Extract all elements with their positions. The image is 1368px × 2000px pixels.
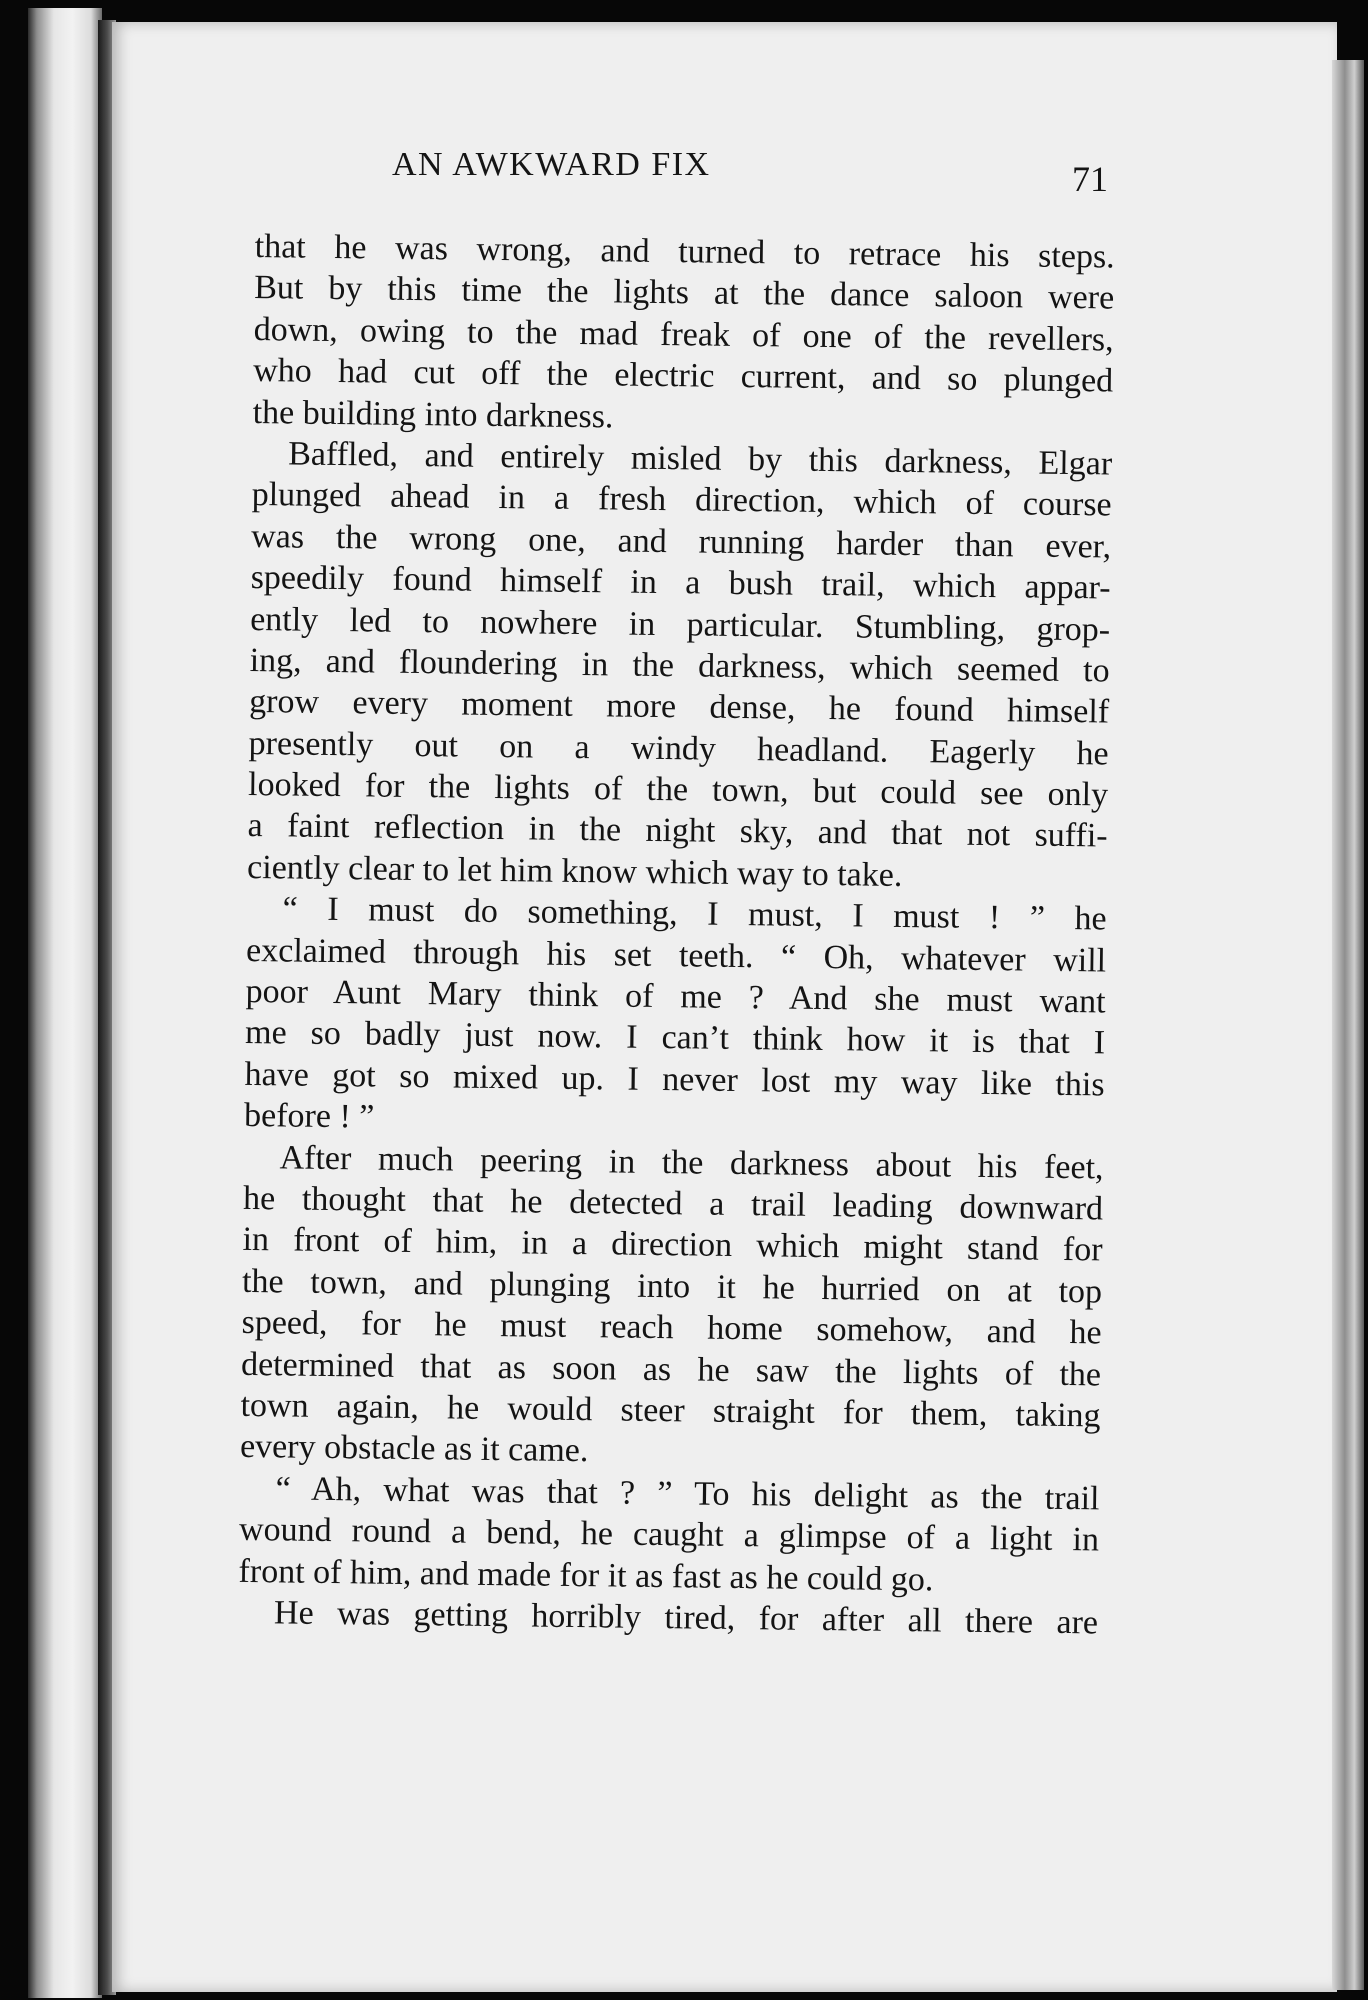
text-line: ing, and floundering in the darkness, which seemed to — [249, 641, 1110, 690]
text-line: determined that as soon as he saw the lights of the — [240, 1345, 1102, 1393]
text-line: down, owing to the mad freak of one of the revellers, — [253, 310, 1114, 359]
text-line: that he was wrong, and turned to retrace his steps. — [254, 227, 1115, 276]
text-line: He was getting horribly tired, for after all there are — [273, 1594, 1099, 1642]
page-number: 71 — [1072, 159, 1108, 199]
text-line: ently led to nowhere in particular. Stumbling, grop- — [249, 600, 1111, 648]
text-line: wound round a bend, he caught a glimpse of a light in — [238, 1511, 1100, 1559]
text-line: the town, and plunging into it he hurried on at top — [241, 1262, 1103, 1311]
text-line: before ! ” — [243, 1097, 375, 1136]
page-stack-edge — [1332, 60, 1364, 1990]
text-line: exclaimed through his set teeth. “ Oh, whatever will — [245, 931, 1107, 980]
text-line: who had cut off the electric current, and so plunged — [253, 352, 1114, 400]
text-line: ciently clear to let him know which way to take. — [246, 848, 903, 894]
text-line: every obstacle as it came. — [239, 1428, 589, 1470]
text-line: After much peering in the darkness about his feet, — [279, 1138, 1104, 1187]
text-line: in front of him, in a direction which might stand for — [242, 1221, 1103, 1269]
text-line: have got so mixed up. I never lost my way like this — [244, 1055, 1105, 1104]
text-line: Baffled, and entirely misled by this darkness, Elgar — [287, 435, 1113, 483]
left-page-edge — [28, 8, 102, 1998]
text-line: was the wrong one, and running harder than ever, — [250, 517, 1112, 566]
text-line: speedily found himself in a bush trail, which appar- — [250, 559, 1111, 607]
text-line: the building into darkness. — [252, 393, 614, 435]
text-line: poor Aunt Mary think of me ? And she must want — [245, 972, 1106, 1021]
text-line: he thought that he detected a trail leading downward — [242, 1179, 1104, 1228]
body-text — [238, 226, 1115, 1644]
text-line: me so badly just now. I can’t think how it is that I — [244, 1014, 1106, 1062]
text-line: “ I must do something, I must, I must ! ” he — [282, 890, 1107, 938]
text-line: grow every moment more dense, he found himself — [248, 683, 1110, 731]
text-line: plunged ahead in a fresh direction, which of course — [251, 476, 1112, 524]
text-line: a faint reflection in the night sky, and that not suffi- — [247, 807, 1108, 855]
text-line: front of him, and made for it as fast as he could go. — [238, 1552, 934, 1598]
running-head-title: AN AWKWARD FIX — [392, 146, 711, 183]
text-line: But by this time the lights at the dance saloon were — [254, 269, 1115, 317]
text-line: town again, he would steer straight for them, taking — [240, 1386, 1101, 1435]
text-line: “ Ah, what was that ? ” To his delight as the trail — [275, 1470, 1100, 1518]
text-line: speed, for he must reach home somehow, and he — [241, 1304, 1102, 1352]
text-line: looked for the lights of the town, but could see only — [247, 766, 1109, 814]
text-line: presently out on a windy headland. Eagerly he — [248, 724, 1109, 773]
